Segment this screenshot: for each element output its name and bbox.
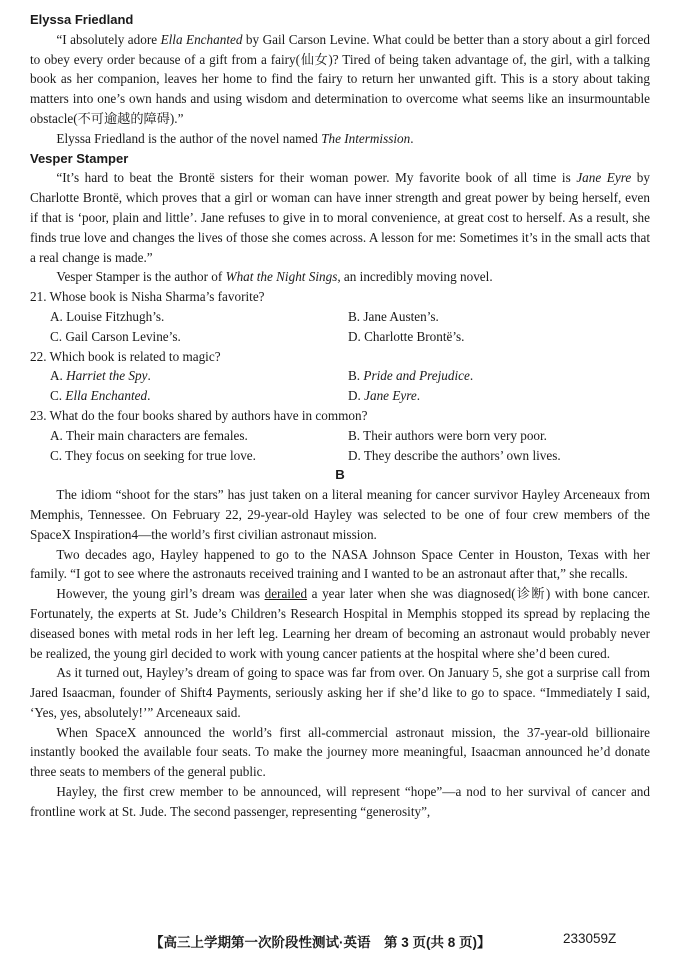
text-run: As it turned out, Hayley’s dream of going to space was far from over. On January 5, she got a surprise call from Jared Isaacman, founder of Shift4 Payments, seriously asking her if she’d like to go to space. “Immediately I said, ‘Yes, yes, absolutely!’” Arceneaux said.	[30, 665, 650, 720]
text-run: a year later when she was diagnosed(诊断) with bone cancer. Fortunately, the experts at St. Jude’s Children’s Research Hospital in Memphis stopped its spread by replacing the diseased bones with metal rods in her left leg. Learning her dream of becoming an astronaut would probably never be realized, the young girl decided to work with young cancer patients at the hospital where she’d been cured.	[30, 586, 650, 661]
text-run: .	[147, 368, 151, 384]
passage-b-paragraph-5	[30, 723, 650, 782]
italic-title: Jane Eyre	[364, 388, 417, 404]
italic-title: Pride and Prejudice	[363, 368, 470, 384]
text-run: C.	[50, 388, 66, 404]
quote-elyssa	[30, 30, 650, 129]
option-d	[348, 446, 670, 466]
option-b	[348, 426, 670, 446]
options-grid	[30, 426, 650, 466]
section-label-b: B	[335, 467, 345, 483]
author-name-elyssa: Elyssa Friedland	[30, 12, 134, 27]
option-a	[50, 366, 348, 386]
options-grid	[30, 366, 650, 406]
option-a	[50, 307, 348, 327]
text-run: B. Jane Austen’s.	[348, 308, 439, 324]
option-d	[348, 327, 670, 347]
passage-b-paragraph-6	[30, 782, 650, 822]
option-c	[50, 327, 348, 347]
text-run: , an incredibly moving novel.	[337, 269, 493, 285]
text-run: “I absolutely adore	[56, 31, 161, 47]
text-run: D.	[348, 388, 365, 404]
text-run: D. Charlotte Brontë’s.	[348, 328, 465, 344]
passage-b-paragraph-2	[30, 545, 650, 585]
author-name-vesper: Vesper Stamper	[30, 150, 129, 166]
author-note-vesper	[30, 267, 650, 287]
footer-code: 233059Z	[563, 931, 617, 946]
question-stem: 23. What do the four books shared by authors have in common?	[30, 407, 368, 423]
italic-title: Harriet the Spy	[66, 368, 148, 384]
text-run: B.	[348, 368, 364, 384]
question-21	[30, 287, 650, 346]
option-d	[348, 386, 670, 406]
option-a	[50, 426, 348, 446]
text-run: Elyssa Friedland is the author of the novel named	[56, 130, 322, 146]
text-run: by Gail Carson Levine. What could be better than a story about a girl forced to obey every order because of a gift from a fairy(仙女)? Tired of being taken advantage of, the girl, with a talking book as her companion, leaves her home to find the fairy to return her unwanted gift. This is a story about taking matters into one’s own hands and using wisdom and determination to overcome what seems like an insurmountable obstacle(不可逾越的障碍).”	[30, 31, 650, 126]
option-b	[348, 366, 670, 386]
option-b	[348, 307, 670, 327]
author-note-elyssa	[30, 129, 650, 149]
text-run: A. Louise Fitzhugh’s.	[50, 308, 165, 324]
text-run: D. They describe the authors’ own lives.	[348, 447, 561, 463]
text-run: B. Their authors were born very poor.	[348, 427, 547, 443]
quote-vesper	[30, 168, 650, 267]
options-grid	[30, 307, 650, 347]
question-22	[30, 347, 650, 406]
underlined-word: derailed	[264, 586, 308, 602]
text-run: The idiom “shoot for the stars” has just taken on a literal meaning for cancer survivor Hayley Arceneaux from Memphis, Tennessee. On February 22, 29-year-old Hayley was selected to be one of four crew members of the SpaceX Inspiration4—the world’s first civilian astronaut mission.	[30, 487, 650, 542]
option-c	[50, 446, 348, 466]
passage-b-paragraph-3	[30, 584, 650, 663]
passage-b-paragraph-4	[30, 663, 650, 722]
footer-title: 【高三上学期第一次阶段性测试·英语 第 3 页(共 8 页)】	[150, 935, 491, 950]
text-run: Hayley, the first crew member to be announced, will represent “hope”—a nod to her survival of cancer and frontline work at St. Jude. The second passenger, representing “generosity”,	[30, 784, 650, 819]
question-23	[30, 406, 650, 465]
text-run: A. Their main characters are females.	[50, 427, 248, 443]
text-run: A.	[50, 368, 67, 384]
option-c	[50, 386, 348, 406]
italic-title: What the Night Sings	[225, 269, 338, 285]
text-run: However, the young girl’s dream was	[56, 586, 265, 602]
italic-title: Ella Enchanted	[65, 388, 148, 404]
text-run: C. They focus on seeking for true love.	[50, 447, 256, 463]
italic-title: The Intermission	[321, 130, 411, 146]
text-run: “It’s hard to beat the Brontë sisters for their woman power. My favorite book of all time is	[56, 170, 577, 186]
text-run: by Charlotte Brontë, which proves that a girl or woman can have inner strength and great power by being herself, even if that is ‘poor, plain and little’. Jane refuses to give in to moral convenience, at great cost to herself. As a result, she finds true love and changes the lives of those she comes across. A lesson for me: Sometimes it’s in the small acts that a real change is made.”	[30, 170, 650, 265]
question-stem: 21. Whose book is Nisha Sharma’s favorite?	[30, 289, 265, 305]
passage-b-paragraph-1	[30, 485, 650, 544]
text-run: .	[416, 388, 421, 404]
page-content	[30, 10, 650, 822]
page-footer	[0, 931, 677, 955]
text-run: .	[469, 368, 474, 384]
italic-title: Jane Eyre	[576, 170, 632, 186]
text-run: Two decades ago, Hayley happened to go to the NASA Johnson Space Center in Houston, Texas with her family. “I got to see where the astronauts received training and I wanted to be an astronaut after that,” she recalls.	[30, 546, 650, 582]
text-run: C. Gail Carson Levine’s.	[50, 328, 181, 344]
text-run: .	[410, 130, 414, 146]
italic-title: Ella Enchanted	[160, 31, 243, 47]
text-run: Vesper Stamper is the author of	[56, 269, 226, 285]
text-run: .	[147, 388, 151, 404]
text-run: When SpaceX announced the world’s first all-commercial astronaut mission, the 37-year-old billionaire instantly booked the available four seats. To make the journey more meaningful, Isaacman announced he’d donate three seats to members of the general public.	[30, 724, 650, 780]
question-stem: 22. Which book is related to magic?	[30, 348, 221, 364]
